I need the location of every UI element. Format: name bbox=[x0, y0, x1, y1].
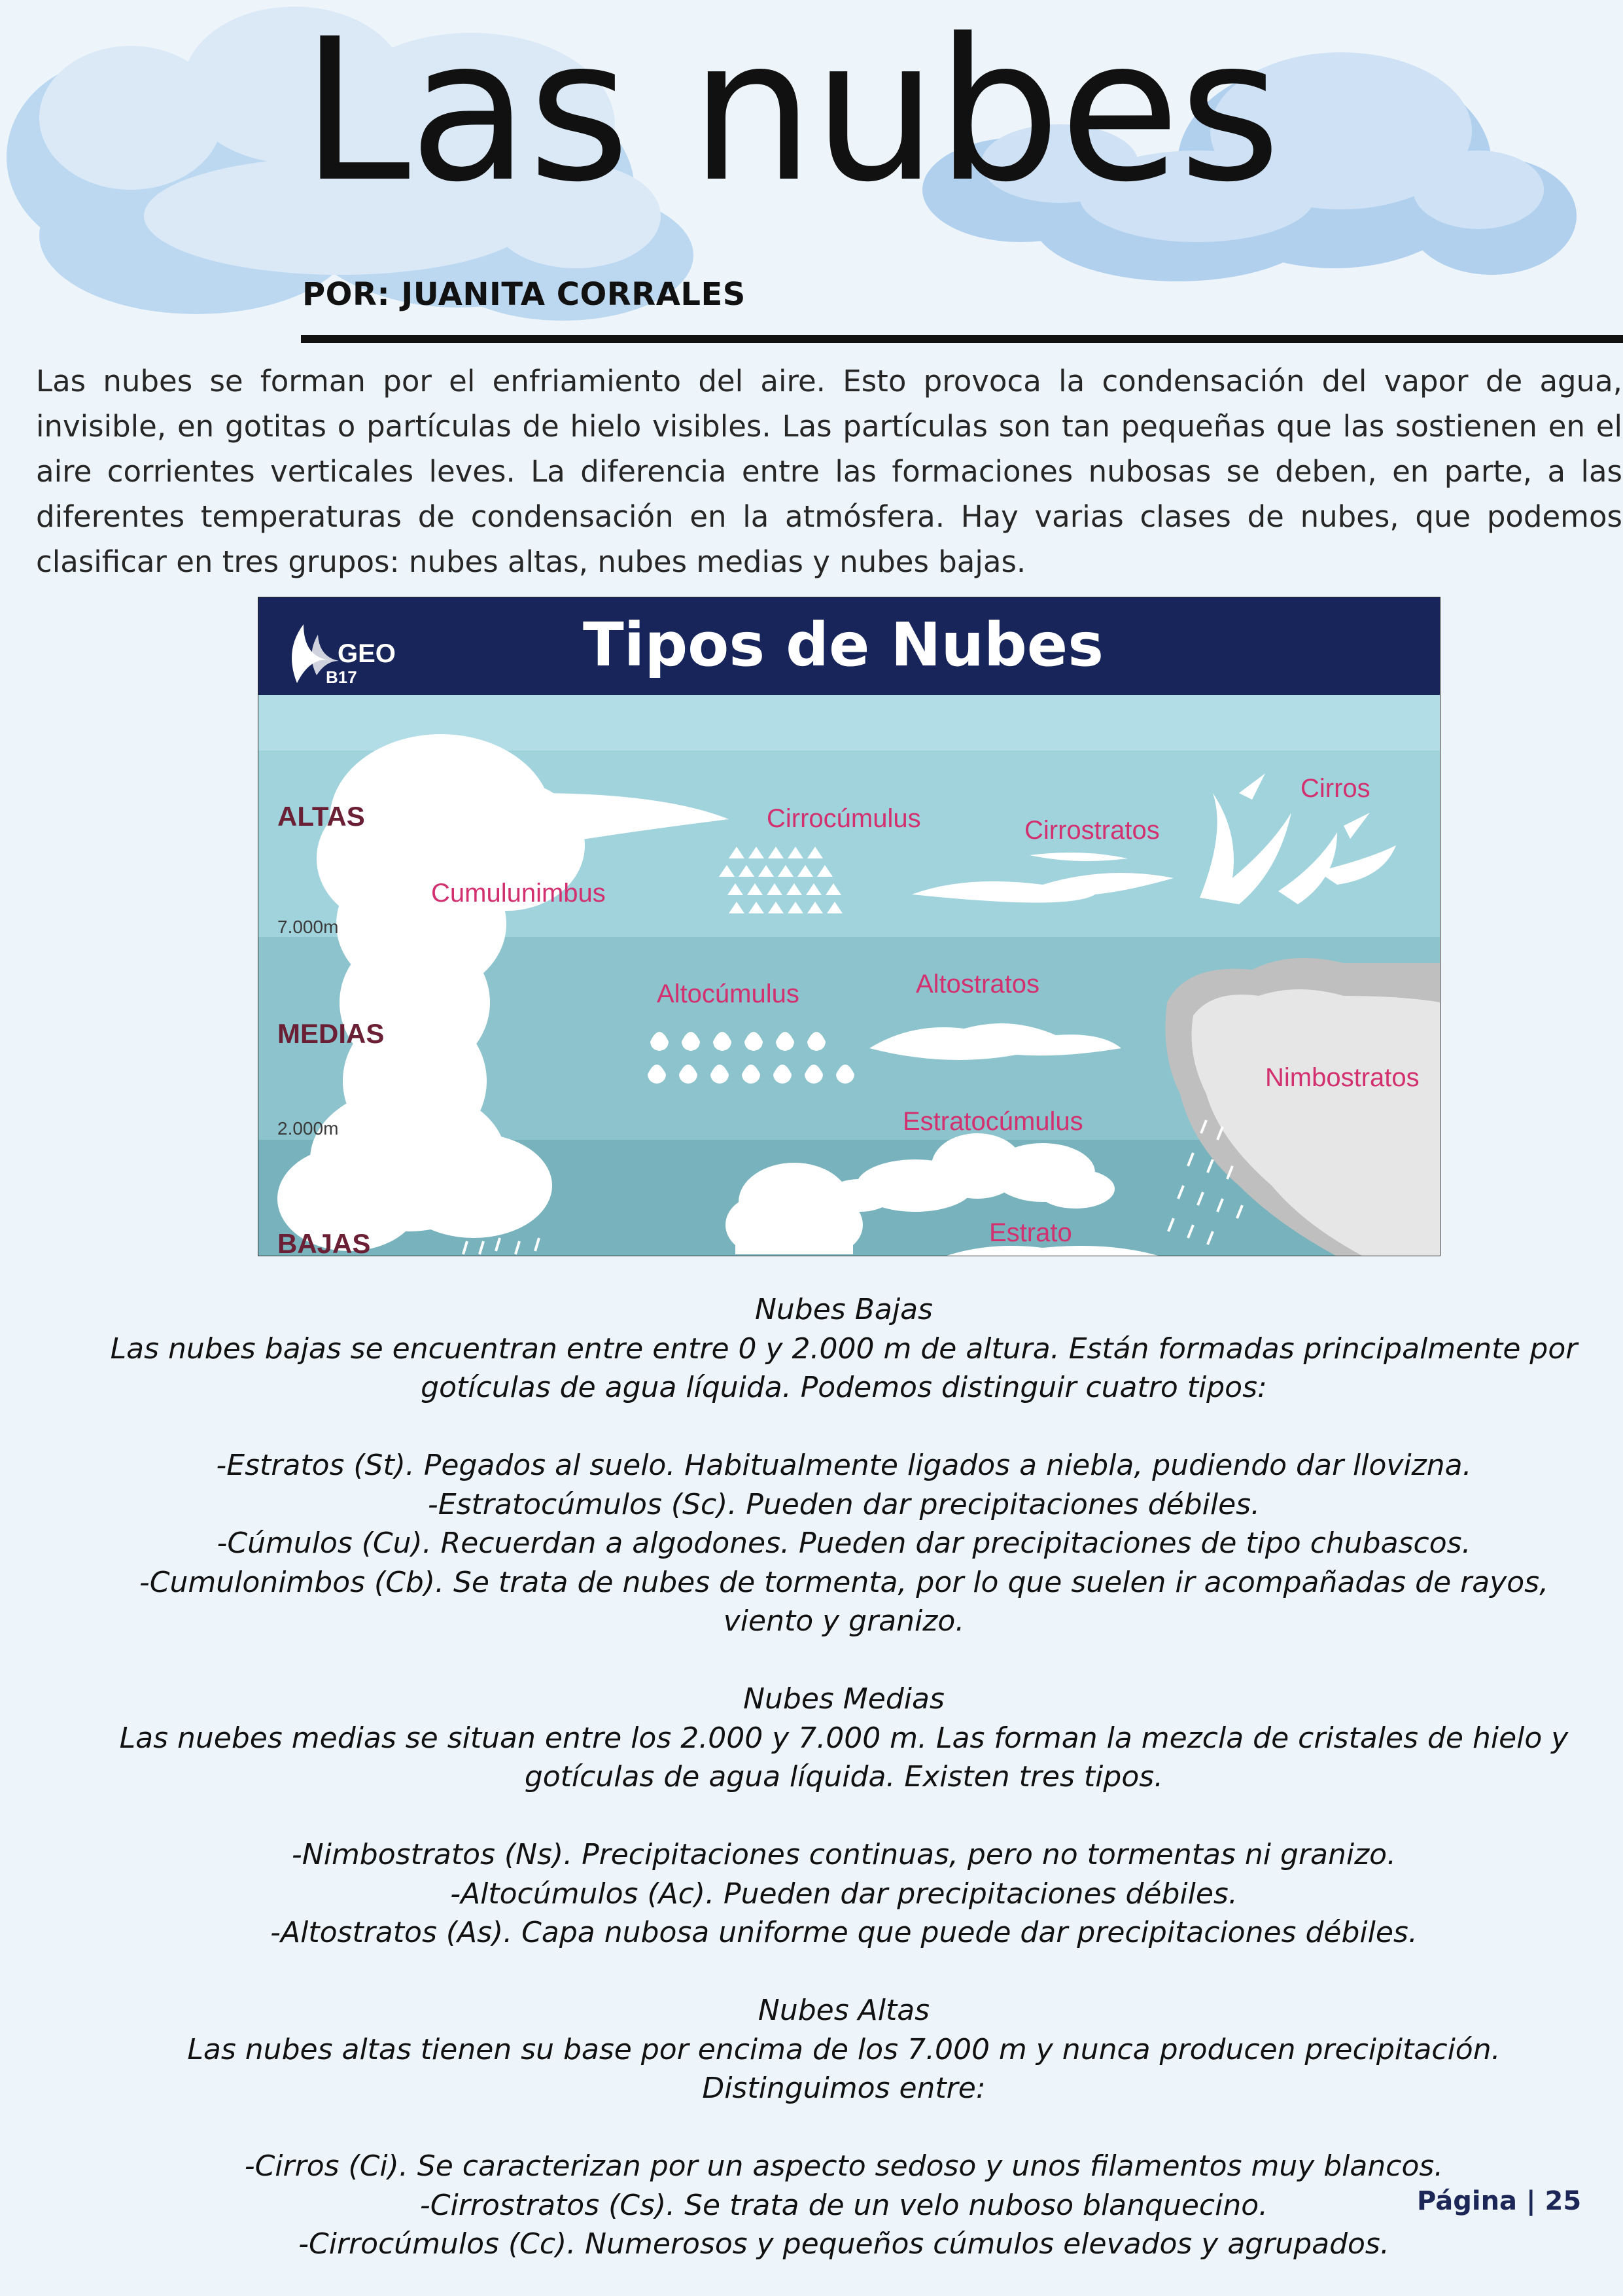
label-stratus: Estrato bbox=[989, 1218, 1072, 1247]
page-number bbox=[1417, 2186, 1581, 2216]
cloud-types-infographic bbox=[258, 597, 1440, 1256]
spacer bbox=[105, 1952, 1583, 1992]
list-item: -Nimbostratos (Ns). Precipitaciones continuas, pero no tormentas ni granizo. bbox=[291, 1838, 1397, 1871]
level-label-low: BAJAS bbox=[277, 1228, 371, 1256]
altitude-label-upper: 7.000m bbox=[277, 917, 339, 937]
list-item: -Estratos (St). Pegados al suelo. Habitualmente ligados a niebla, pudiendo dar llovizna. bbox=[216, 1449, 1472, 1482]
author-byline: POR: JUANITA CORRALES bbox=[302, 276, 746, 313]
label-cirrostratus: Cirrostratos bbox=[1024, 816, 1160, 845]
list-item: -Cirrocúmulos (Cc). Numerosos y pequeños cúmulos elevados y agrupados. bbox=[298, 2227, 1389, 2261]
section-heading-low: Nubes Bajas bbox=[755, 1293, 933, 1326]
level-label-mid: MEDIAS bbox=[277, 1018, 385, 1049]
label-cumulonimbus: Cumulunimbus bbox=[431, 879, 606, 908]
list-item: -Estratocúmulos (Sc). Pueden dar precipitaciones débiles. bbox=[427, 1487, 1261, 1521]
list-item: -Cumulonimbos (Cb). Se trata de nubes de tormenta, por lo que suelen ir acompañadas de rayos, viento y granizo. bbox=[139, 1565, 1549, 1638]
page-number-value: 25 bbox=[1544, 2186, 1582, 2216]
list-item: -Cúmulos (Cu). Recuerdan a algodones. Pueden dar precipitaciones de tipo chubascos. bbox=[217, 1527, 1471, 1560]
section-heading-high: Nubes Altas bbox=[758, 1994, 930, 2027]
list-item: -Cirros (Ci). Se caracterizan por un aspecto sedoso y unos filamentos muy blancos. bbox=[244, 2149, 1444, 2183]
section-heading-mid: Nubes Medias bbox=[743, 1682, 945, 1716]
page-separator: | bbox=[1526, 2186, 1536, 2216]
label-cirrocumulus: Cirrocúmulus bbox=[767, 804, 921, 833]
list-item: -Altostratos (As). Capa nubosa uniforme que puede dar precipitaciones débiles. bbox=[270, 1916, 1418, 1949]
spacer bbox=[105, 2108, 1583, 2147]
label-nimbostratus: Nimbostratos bbox=[1265, 1063, 1420, 1092]
label-cirrus: Cirros bbox=[1300, 774, 1370, 803]
label-stratocumulus: Estratocúmulus bbox=[903, 1107, 1083, 1136]
section-intro-low: Las nubes bajas se encuentran entre entre 0 y 2.000 m de altura. Están formadas principalmente por gotículas de agua líquida. Podemos distinguir cuatro tipos: bbox=[110, 1332, 1578, 1404]
intro-paragraph: Las nubes se forman por el enfriamiento del aire. Esto provoca la condensación del vapor de agua, invisible, en gotitas o partículas de hielo visibles. Las partículas son tan pequeñas que las sostienen en el aire corrientes verticales leves. La diferencia entre las formaciones nubosas se deben, en parte, a las diferentes temperaturas de condensación en la atmósfera. Hay varias clases de nubes, que podemos clasificar en tres grupos: nubes altas, nubes medias y nubes bajas. bbox=[36, 364, 1622, 579]
title-divider bbox=[301, 335, 1623, 343]
page-label: Página bbox=[1417, 2186, 1518, 2216]
spacer bbox=[105, 1641, 1583, 1680]
page-title: Las nubes bbox=[301, 0, 1280, 225]
section-intro-mid: Las nuebes medias se situan entre los 2.000 y 7.000 m. Las forman la mezcla de cristales de hielo y gotículas de agua líquida. Existen tres tipos. bbox=[119, 1721, 1569, 1793]
section-intro-high: Las nubes altas tienen su base por encima de los 7.000 m y nunca producen precipitación. Distinguimos entre: bbox=[187, 2032, 1501, 2105]
altitude-label-lower: 2.000m bbox=[277, 1118, 339, 1139]
logo-text-b17: B17 bbox=[326, 667, 357, 687]
label-altostratus: Altostratos bbox=[916, 970, 1039, 998]
spacer bbox=[105, 1797, 1583, 1836]
figure-title: Tipos de Nubes bbox=[583, 610, 1104, 680]
list-item: -Altocúmulos (Ac). Pueden dar precipitaciones débiles. bbox=[450, 1877, 1238, 1911]
spacer bbox=[105, 1407, 1583, 1447]
level-label-high: ALTAS bbox=[277, 801, 365, 832]
list-item: -Cirrostratos (Cs). Se trata de un velo nuboso blanquecino. bbox=[419, 2188, 1268, 2222]
logo-text-geo: GEO bbox=[338, 639, 396, 668]
label-altocumulus: Altocúmulus bbox=[657, 980, 799, 1008]
cloud-descriptions bbox=[105, 1290, 1583, 2264]
